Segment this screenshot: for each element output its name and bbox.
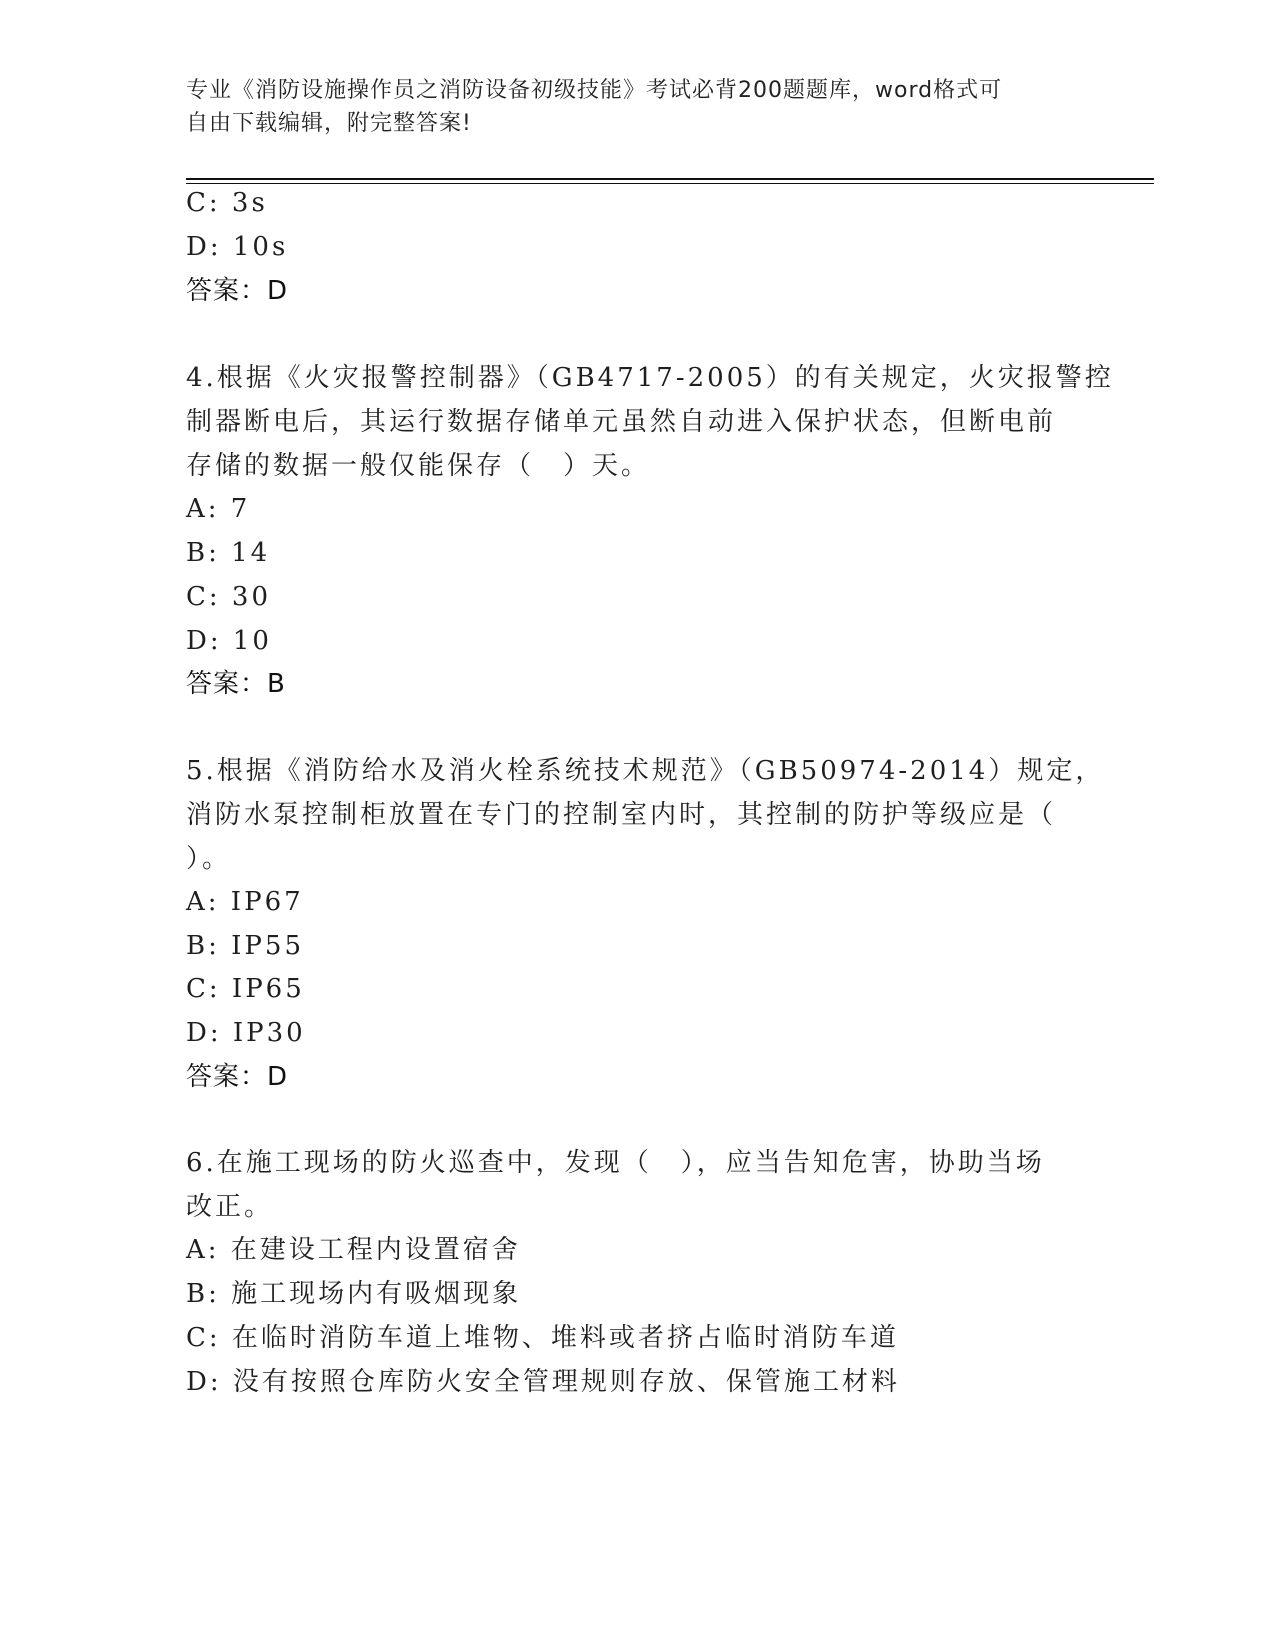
q5-stem-line-3: ）。 bbox=[186, 844, 232, 874]
q5-stem-line-1: 5.根据《消防给水及消火栓系统技术规范》（GB50974-2014）规定， bbox=[186, 756, 1105, 786]
q5-answer: 答案：D bbox=[186, 1062, 289, 1092]
q6-option-b: B: 施工现场内有吸烟现象 bbox=[186, 1279, 522, 1309]
q4-stem-line-1: 4.根据《火灾报警控制器》（GB4717-2005）的有关规定，火灾报警控 bbox=[186, 363, 1114, 393]
q5-option-a: A: IP67 bbox=[186, 887, 304, 917]
q3-option-d: D: 10s bbox=[186, 232, 289, 262]
q3-answer: 答案：D bbox=[186, 276, 289, 306]
q4-stem-line-3: 存储的数据一般仅能保存（ ）天。 bbox=[186, 451, 651, 481]
q4-option-d: D: 10 bbox=[186, 626, 272, 656]
q5-option-b: B: IP55 bbox=[186, 931, 304, 961]
header-line-1: 专业《消防设施操作员之消防设备初级技能》考试必背200题题库，word格式可 bbox=[186, 78, 1003, 103]
q6-option-d: D: 没有按照仓库防火安全管理规则存放、保管施工材料 bbox=[186, 1367, 900, 1397]
header-divider-thick bbox=[186, 178, 1154, 180]
q6-option-a: A: 在建设工程内设置宿舍 bbox=[186, 1235, 521, 1265]
q6-stem-line-1: 6.在施工现场的防火巡查中，发现（ ），应当告知危害，协助当场 bbox=[186, 1148, 1045, 1178]
page-header bbox=[186, 74, 1066, 140]
q5-option-c: C: IP65 bbox=[186, 974, 305, 1004]
q5-stem-line-2: 消防水泵控制柜放置在专门的控制室内时，其控制的防护等级应是（ bbox=[186, 800, 1057, 830]
header-line-2: 自由下载编辑，附完整答案! bbox=[186, 111, 472, 136]
q6-stem-line-2: 改正。 bbox=[186, 1192, 274, 1222]
header-divider-thin bbox=[186, 183, 1154, 184]
q4-stem-line-2: 制器断电后，其运行数据存储单元虽然自动进入保护状态，但断电前 bbox=[186, 407, 1057, 437]
q3-option-c: C: 3s bbox=[186, 188, 268, 218]
q6-option-c: C: 在临时消防车道上堆物、堆料或者挤占临时消防车道 bbox=[186, 1323, 899, 1353]
q4-option-b: B: 14 bbox=[186, 538, 271, 568]
q4-option-a: A: 7 bbox=[186, 494, 251, 524]
q4-answer: 答案：B bbox=[186, 669, 286, 699]
q4-option-c: C: 30 bbox=[186, 582, 272, 612]
q5-option-d: D: IP30 bbox=[186, 1018, 306, 1048]
